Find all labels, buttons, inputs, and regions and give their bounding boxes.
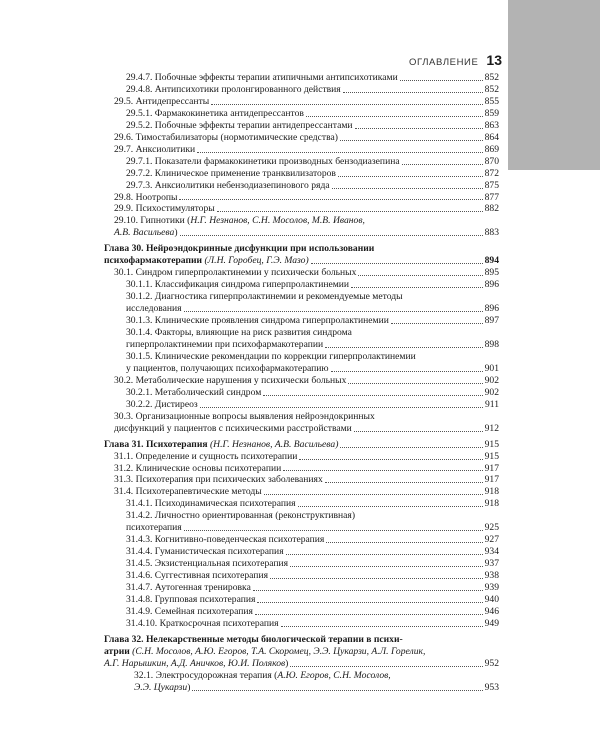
- entry-title: [104, 243, 374, 255]
- dot-leader: [343, 92, 483, 93]
- toc-entry-line: [114, 423, 499, 435]
- entry-page-number: 869: [484, 143, 499, 155]
- entry-title: [126, 120, 353, 132]
- entry-text-fragment: ): [174, 227, 178, 239]
- entry-title: [126, 534, 324, 546]
- entry-text-fragment: 30.2.2. Дистиреоз: [126, 398, 198, 410]
- toc-entry-line: [114, 375, 499, 387]
- dot-leader: [340, 140, 483, 141]
- toc-entry-line: [114, 192, 499, 204]
- toc-entry-line: [114, 474, 499, 486]
- entry-title: [126, 108, 304, 120]
- dot-leader: [326, 542, 482, 543]
- entry-page-number: 863: [484, 119, 499, 131]
- toc-entry-line: [126, 108, 499, 120]
- entry-title: [114, 423, 352, 435]
- page-number: 13: [486, 52, 502, 68]
- toc-entry-line: [126, 120, 499, 132]
- dot-leader: [253, 590, 483, 591]
- toc-entry[interactable]: [104, 670, 499, 694]
- entry-title: [126, 327, 352, 339]
- entry-text-fragment: 29.10. Гипнотики (: [114, 215, 191, 227]
- entry-text-fragment: 31.4.5. Экзистенциальная психотерапия: [126, 558, 289, 570]
- toc-entry-line: [126, 279, 499, 291]
- dot-leader: [286, 554, 483, 555]
- dot-leader: [325, 482, 483, 483]
- entry-page-number: 917: [484, 474, 499, 486]
- entry-title: [126, 570, 268, 582]
- entry-page-number: 911: [484, 398, 499, 410]
- entry-page-number: 927: [484, 534, 499, 546]
- entry-page-number: 938: [484, 570, 499, 582]
- toc-entry-line: [126, 510, 499, 522]
- dot-leader: [263, 395, 482, 396]
- entry-text-fragment: 30.1.5. Клинические рекомендации по коррекции гиперпролактинемии: [126, 350, 416, 362]
- toc-entry-line: [126, 339, 499, 351]
- entry-page-number: 952: [484, 657, 499, 669]
- entry-text-fragment: 31.1. Определение и сущность психотерапии: [114, 450, 298, 462]
- entry-text-fragment: А.Ю. Егоров, С.Н. Мосолов,: [277, 669, 391, 681]
- entry-title: [104, 658, 288, 670]
- entry-page-number: 855: [484, 95, 499, 107]
- dot-leader: [283, 470, 482, 471]
- entry-title: [126, 606, 253, 618]
- entry-page-number: 902: [484, 386, 499, 398]
- toc-entry-line: [104, 439, 499, 451]
- entry-text-fragment: 30.3. Организационные вопросы выявления нейроэндокринных: [114, 410, 375, 422]
- toc-entry[interactable]: [104, 498, 499, 510]
- dot-leader: [184, 311, 483, 312]
- entry-text-fragment: 31.4. Психотерапевтические методы: [114, 486, 262, 498]
- entry-title: [126, 339, 323, 351]
- toc-entry-line: [126, 156, 499, 168]
- entry-text-fragment: 31.4.6. Суггестивная психотерапия: [126, 570, 268, 582]
- entry-text-fragment: 29.7. Анксиолитики: [114, 143, 196, 155]
- toc-entry-line: [134, 670, 499, 682]
- entry-text-fragment: гиперпролактинемии при психофармакотерапии: [126, 338, 324, 350]
- toc-entry-line: [104, 634, 499, 646]
- dot-leader: [348, 383, 482, 384]
- entry-title: [114, 144, 195, 156]
- entry-text-fragment: 29.9. Психостимуляторы: [114, 203, 215, 215]
- toc-entry[interactable]: [104, 594, 499, 606]
- entry-page-number: 872: [484, 167, 499, 179]
- entry-title: [126, 84, 341, 96]
- dot-leader: [351, 287, 483, 288]
- entry-text-fragment: 29.4.8. Антипсихотики пролонгированного действия: [126, 83, 341, 95]
- toc-entry-line: [104, 243, 499, 255]
- toc-entry[interactable]: [104, 534, 499, 546]
- entry-title: [126, 180, 330, 192]
- toc-entry[interactable]: [104, 84, 499, 96]
- entry-text-fragment: 30.1.4. Факторы, влияющие на риск развития синдрома: [126, 327, 352, 339]
- toc-entry-line: [114, 227, 499, 239]
- entry-page-number: 915: [484, 438, 499, 450]
- toc-entry-line: [104, 255, 499, 267]
- toc-entry-line: [126, 168, 499, 180]
- toc-entry-line: [126, 618, 499, 630]
- toc-entry-line: [114, 132, 499, 144]
- entry-text-fragment: 31.4.4. Гуманистическая психотерапия: [126, 546, 284, 558]
- dot-leader: [264, 494, 483, 495]
- dot-leader: [306, 116, 483, 117]
- entry-title: [104, 646, 425, 658]
- toc-entry-line: [114, 203, 499, 215]
- toc-entry-line: [126, 399, 499, 411]
- toc-entry-line: [126, 291, 499, 303]
- entry-text-fragment: Глава 30. Нейроэндокринные дисфункции при использовании: [104, 243, 375, 255]
- toc-entry-line: [126, 558, 499, 570]
- entry-page-number: 852: [484, 83, 499, 95]
- entry-title: [126, 594, 255, 606]
- entry-title: [126, 168, 336, 180]
- entry-page-number: 895: [484, 267, 499, 279]
- toc-entry[interactable]: [104, 375, 499, 387]
- toc-entry[interactable]: [104, 180, 499, 192]
- entry-text-fragment: атрии: [104, 645, 130, 657]
- toc-entry-line: [134, 682, 499, 694]
- entry-text-fragment: 29.6. Тимостабилизаторы (нормотимические средства): [114, 131, 338, 143]
- entry-page-number: 912: [484, 422, 499, 434]
- entry-page-number: 901: [484, 362, 499, 374]
- entry-title: [104, 439, 338, 451]
- entry-page-number: 896: [484, 279, 499, 291]
- entry-text-fragment: 30.1. Синдром гиперпролактинемии у психически больных: [114, 267, 357, 279]
- toc-entry[interactable]: [104, 618, 499, 630]
- toc-entry[interactable]: [104, 463, 499, 475]
- entry-page-number: 875: [484, 179, 499, 191]
- toc-entry[interactable]: [104, 96, 499, 108]
- toc-entry[interactable]: [104, 634, 499, 670]
- toc-entry-line: [114, 411, 499, 423]
- entry-title: [114, 474, 323, 486]
- toc-entry-line: [114, 463, 499, 475]
- entry-text-fragment: 32.1. Электросудорожная терапия (: [134, 669, 278, 681]
- entry-text-fragment: 29.7.3. Анксиолитики небензодиазепинового ряда: [126, 179, 330, 191]
- entry-title: [126, 303, 182, 315]
- entry-text-fragment: Глава 31. Психотерапия: [104, 438, 208, 450]
- toc-entry[interactable]: [104, 267, 499, 279]
- toc-entry-line: [126, 327, 499, 339]
- entry-text-fragment: 29.7.2. Клиническое применение транквилизаторов: [126, 167, 336, 179]
- entry-text-fragment: дисфункций у пациентов с психическими расстройствами: [114, 422, 352, 434]
- dot-leader: [179, 199, 482, 200]
- dot-leader: [358, 275, 482, 276]
- section-label: ОГЛАВЛЕНИЕ: [409, 57, 479, 68]
- dot-leader: [211, 104, 482, 105]
- toc-entry-line: [126, 498, 499, 510]
- entry-text-fragment: ): [285, 657, 289, 669]
- entry-page-number: 870: [484, 155, 499, 167]
- toc-entry[interactable]: [104, 144, 499, 156]
- dot-leader: [281, 626, 483, 627]
- entry-text-fragment: Н.Г. Незнанов, С.Н. Мосолов, М.В. Иванов,: [190, 215, 365, 227]
- entry-text-fragment: исследования: [126, 303, 182, 315]
- toc-entry[interactable]: [104, 120, 499, 132]
- dot-leader: [298, 506, 483, 507]
- toc-entry-line: [126, 363, 499, 375]
- dot-leader: [331, 371, 483, 372]
- entry-text-fragment: 31.4.2. Личностно ориентированная (реконструктивная): [126, 510, 356, 522]
- entry-title: [126, 279, 349, 291]
- dot-leader: [391, 323, 483, 324]
- page-edge-tab: [508, 0, 600, 170]
- entry-page-number: 918: [484, 486, 499, 498]
- dot-leader: [354, 431, 483, 432]
- entry-page-number: 917: [484, 462, 499, 474]
- dot-leader: [338, 176, 483, 177]
- toc-entry-line: [104, 646, 499, 658]
- toc-entry-line: [104, 658, 499, 670]
- toc-entry[interactable]: [104, 132, 499, 144]
- toc-entry[interactable]: [104, 327, 499, 351]
- toc-entry-line: [126, 582, 499, 594]
- table-of-contents: [104, 72, 499, 694]
- dot-leader: [290, 566, 483, 567]
- entry-text-fragment: 31.4.10. Краткосрочная психотерапия: [126, 617, 279, 629]
- entry-text-fragment: 30.1.2. Диагностика гиперпролактинемии и рекомендуемые методы: [126, 291, 403, 303]
- toc-entry[interactable]: [104, 279, 499, 291]
- entry-page-number: 925: [484, 522, 499, 534]
- entry-title: [126, 291, 403, 303]
- toc-entry[interactable]: [104, 582, 499, 594]
- dot-leader: [197, 152, 482, 153]
- entry-title: [104, 634, 403, 646]
- entry-title: [134, 670, 391, 682]
- toc-entry-line: [126, 606, 499, 618]
- entry-text-fragment: 29.4.7. Побочные эффекты терапии атипичными антипсихотиками: [126, 72, 398, 83]
- dot-leader: [257, 602, 482, 603]
- toc-entry[interactable]: [104, 291, 499, 315]
- toc-entry[interactable]: [104, 474, 499, 486]
- entry-text-fragment: (Л.Н. Горобец, Г.Э. Мазо): [202, 255, 309, 267]
- entry-title: [114, 375, 346, 387]
- entry-title: [114, 451, 297, 463]
- entry-title: [114, 463, 281, 475]
- entry-title: [126, 387, 261, 399]
- toc-entry-line: [126, 546, 499, 558]
- toc-entry-line: [126, 72, 499, 84]
- entry-page-number: 934: [484, 546, 499, 558]
- entry-title: [126, 582, 251, 594]
- toc-entry-line: [126, 387, 499, 399]
- toc-entry[interactable]: [104, 168, 499, 180]
- entry-page-number: 918: [484, 498, 499, 510]
- entry-page-number: 883: [484, 227, 499, 239]
- entry-title: [114, 96, 209, 108]
- entry-text-fragment: 31.2. Клинические основы психотерапии: [114, 462, 282, 474]
- entry-title: [126, 399, 198, 411]
- toc-entry[interactable]: [104, 486, 499, 498]
- toc-entry[interactable]: [104, 399, 499, 411]
- entry-text-fragment: 30.2.1. Метаболический синдром: [126, 386, 262, 398]
- entry-page-number: 896: [484, 303, 499, 315]
- entry-page-number: 946: [484, 605, 499, 617]
- entry-text-fragment: Э.Э. Цукарзи: [134, 681, 188, 693]
- toc-entry[interactable]: [104, 243, 499, 267]
- entry-text-fragment: 31.4.3. Когнитивно-поведенческая психотерапия: [126, 534, 325, 546]
- dot-leader: [311, 263, 483, 264]
- toc-entry[interactable]: [104, 72, 499, 84]
- entry-title: [114, 267, 356, 279]
- toc-entry[interactable]: [104, 439, 499, 451]
- dot-leader: [180, 235, 483, 236]
- entry-text-fragment: (Н.Г. Незнанов, А.В. Васильева): [207, 438, 339, 450]
- entry-text-fragment: 31.4.9. Семейная психотерапия: [126, 605, 253, 617]
- toc-entry-line: [126, 84, 499, 96]
- toc-entry[interactable]: [104, 546, 499, 558]
- toc-entry[interactable]: [104, 606, 499, 618]
- entry-title: [114, 486, 262, 498]
- toc-entry-line: [126, 315, 499, 327]
- running-header: [392, 52, 502, 68]
- dot-leader: [355, 128, 483, 129]
- entry-page-number: 902: [484, 374, 499, 386]
- dot-leader: [299, 459, 482, 460]
- entry-page-number: 940: [484, 593, 499, 605]
- entry-page-number: 894: [484, 255, 499, 267]
- entry-text-fragment: 30.1.1. Классификация синдрома гиперпролактинемии: [126, 279, 350, 291]
- toc-entry-line: [126, 570, 499, 582]
- entry-text-fragment: психотерапия: [126, 522, 182, 534]
- entry-page-number: 852: [484, 72, 499, 83]
- entry-text-fragment: 29.5.1. Фармакокинетика антидепрессантов: [126, 107, 304, 119]
- entry-text-fragment: 31.4.8. Групповая психотерапия: [126, 593, 256, 605]
- toc-entry-line: [114, 144, 499, 156]
- entry-page-number: 864: [484, 131, 499, 143]
- entry-title: [114, 203, 215, 215]
- toc-entry[interactable]: [104, 192, 499, 204]
- dot-leader: [290, 666, 482, 667]
- entry-title: [114, 215, 365, 227]
- entry-text-fragment: А.В. Васильева: [114, 227, 175, 239]
- toc-entry[interactable]: [104, 215, 499, 239]
- dot-leader: [402, 164, 483, 165]
- toc-entry-line: [126, 180, 499, 192]
- entry-title: [114, 192, 177, 204]
- entry-page-number: 937: [484, 558, 499, 570]
- toc-entry-line: [126, 303, 499, 315]
- entry-title: [126, 618, 279, 630]
- entry-title: [126, 558, 288, 570]
- entry-page-number: 882: [484, 203, 499, 215]
- entry-text-fragment: А.Г. Нарышкин, А.Д. Аничков, Ю.И. Поляков: [104, 657, 286, 669]
- entry-title: [114, 411, 375, 423]
- entry-text-fragment: 30.1.3. Клинические проявления синдрома гиперпролактинемии: [126, 315, 389, 327]
- entry-text-fragment: 31.3. Психотерапия при психических заболеваниях: [114, 474, 323, 486]
- toc-entry-line: [114, 215, 499, 227]
- dot-leader: [400, 80, 483, 81]
- toc-entry-line: [126, 351, 499, 363]
- toc-entry[interactable]: [104, 315, 499, 327]
- toc-entry-line: [126, 594, 499, 606]
- entry-title: [126, 156, 400, 168]
- toc-entry-line: [114, 96, 499, 108]
- entry-page-number: 953: [484, 681, 499, 693]
- dot-leader: [340, 447, 482, 448]
- entry-text-fragment: 31.4.7. Аутогенная тренировка: [126, 582, 251, 594]
- toc-entry-line: [126, 522, 499, 534]
- entry-text-fragment: Глава 32. Нелекарственные методы биологической терапии в психи-: [104, 633, 403, 645]
- entry-title: [114, 227, 178, 239]
- dot-leader: [184, 530, 483, 531]
- entry-text-fragment: 29.8. Ноотропы: [114, 191, 178, 203]
- toc-entry[interactable]: [104, 351, 499, 375]
- entry-page-number: 877: [484, 191, 499, 203]
- dot-leader: [332, 188, 483, 189]
- entry-page-number: 897: [484, 315, 499, 327]
- toc-entry-line: [126, 534, 499, 546]
- entry-text-fragment: у пациентов, получающих психофармакотерапию: [126, 362, 329, 374]
- entry-title: [126, 498, 296, 510]
- entry-page-number: 939: [484, 582, 499, 594]
- entry-text-fragment: 30.2. Метаболические нарушения у психически больных: [114, 374, 347, 386]
- entry-text-fragment: 29.5.2. Побочные эффекты терапии антидепрессантами: [126, 119, 353, 131]
- entry-title: [126, 363, 329, 375]
- toc-entry[interactable]: [104, 570, 499, 582]
- entry-title: [126, 546, 284, 558]
- entry-title: [126, 315, 389, 327]
- entry-title: [126, 510, 355, 522]
- dot-leader: [325, 347, 482, 348]
- entry-title: [126, 522, 182, 534]
- entry-page-number: 898: [484, 338, 499, 350]
- entry-text-fragment: психофармакотерапии: [104, 255, 203, 267]
- entry-title: [134, 682, 190, 694]
- entry-text-fragment: 29.7.1. Показатели фармакокинетики производных бензодиазепина: [126, 155, 400, 167]
- entry-text-fragment: (С.Н. Мосолов, А.Ю. Егоров, Т.А. Скоромец, Э.Э. Цукарзи, А.Л. Горелик,: [129, 645, 426, 657]
- dot-leader: [192, 690, 482, 691]
- toc-entry[interactable]: [104, 411, 499, 435]
- entry-title: [104, 255, 309, 267]
- entry-text-fragment: 29.5. Антидепрессанты: [114, 95, 210, 107]
- dot-leader: [217, 211, 483, 212]
- toc-entry[interactable]: [104, 387, 499, 399]
- entry-text-fragment: 31.4.1. Психодинамическая психотерапия: [126, 498, 296, 510]
- toc-entry[interactable]: [104, 156, 499, 168]
- toc-entry[interactable]: [104, 451, 499, 463]
- entry-title: [126, 351, 416, 363]
- toc-entry[interactable]: [104, 558, 499, 570]
- toc-entry-line: [114, 451, 499, 463]
- dot-leader: [270, 578, 483, 579]
- toc-entry-line: [114, 486, 499, 498]
- entry-title: [114, 132, 338, 144]
- entry-text-fragment: ): [187, 681, 191, 693]
- entry-page-number: 915: [484, 450, 499, 462]
- toc-entry[interactable]: [104, 108, 499, 120]
- toc-entry-line: [114, 267, 499, 279]
- dot-leader: [200, 407, 483, 408]
- dot-leader: [255, 614, 483, 615]
- toc-entry[interactable]: [104, 510, 499, 534]
- entry-title: [126, 72, 398, 84]
- toc-entry[interactable]: [104, 203, 499, 215]
- entry-page-number: 859: [484, 107, 499, 119]
- entry-page-number: 949: [484, 617, 499, 629]
